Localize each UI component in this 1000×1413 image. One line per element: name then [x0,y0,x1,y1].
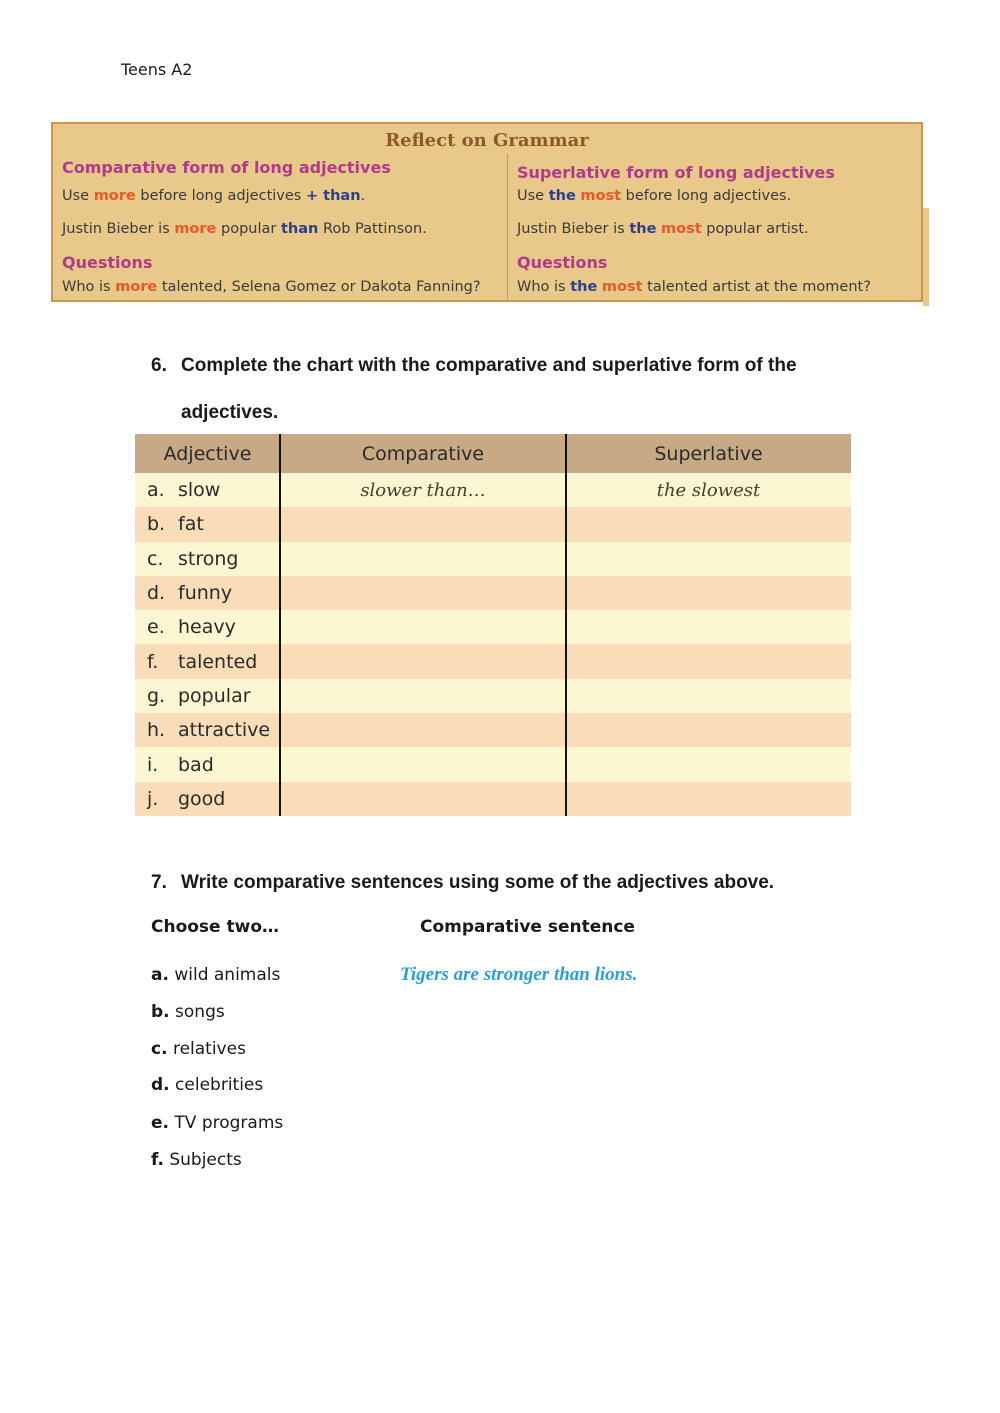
chart-row: f. talented [135,644,851,678]
superlative-cell[interactable] [566,610,851,644]
chart-row: e. heavy [135,610,851,644]
superlative-questions-heading: Questions [517,253,608,272]
comparative-example: Justin Bieber is more popular than Rob Pattinson. [62,221,427,237]
comparative-question: Who is more talented, Selena Gomez or Dakota Fanning? [62,279,481,295]
comparative-cell[interactable] [280,507,566,541]
superlative-cell[interactable] [566,782,851,816]
grammar-divider [507,154,508,300]
adjective-cell: strong [178,547,239,570]
list-item: a. wild animals [151,965,281,985]
superlative-rule: Use the most before long adjectives. [517,188,792,204]
chart-row: b. fat [135,507,851,541]
adjective-cell: talented [178,650,258,673]
header-adjective: Adjective [163,442,252,465]
comparative-rule: Use more before long adjectives + than. [62,188,366,204]
superlative-cell[interactable] [566,713,851,747]
comparative-cell[interactable] [280,679,566,713]
list-item: b. songs [151,1002,225,1022]
exercise-6-instruction: Complete the chart with the comparative and superlative form of the [181,355,797,376]
chart-row: a. slow slower than… the slowest [135,473,851,507]
comparative-cell[interactable] [280,644,566,678]
header-superlative: Superlative [654,442,763,465]
example-sentence: Tigers are stronger than lions. [400,964,638,985]
header-comparative: Comparative [361,442,485,465]
column-divider [279,434,281,816]
grammar-box [51,122,923,302]
exercise-6-number: 6. [151,355,167,376]
superlative-cell[interactable] [566,679,851,713]
superlative-cell[interactable] [566,542,851,576]
exercise-6-instruction-cont: adjectives. [181,402,279,423]
comparative-cell[interactable] [280,542,566,576]
superlative-cell[interactable] [566,507,851,541]
adjective-cell: bad [178,753,214,776]
comparative-sentence-heading: Comparative sentence [420,917,635,937]
adjective-cell: good [178,787,226,810]
list-item: e. TV programs [151,1113,284,1133]
comparative-cell[interactable] [280,782,566,816]
comparative-heading: Comparative form of long adjectives [62,158,391,177]
adjective-cell: fat [178,513,204,536]
adjective-cell: attractive [178,719,271,742]
adjective-cell: popular [178,684,251,707]
adjective-cell: funny [178,582,233,605]
chart-row: c. strong [135,542,851,576]
chart-row: d. funny [135,576,851,610]
header-label: Teens A2 [121,60,193,79]
chart-row: h. attractive [135,713,851,747]
chart-header-row [135,434,851,473]
column-divider [565,434,567,816]
comparative-cell[interactable] [280,610,566,644]
superlative-cell[interactable] [566,747,851,781]
adjective-chart [135,434,851,816]
chart-row: g. popular [135,679,851,713]
superlative-cell[interactable] [566,644,851,678]
superlative-question: Who is the most talented artist at the moment? [517,279,871,295]
comparative-cell[interactable]: slower than… [360,479,486,501]
superlative-heading: Superlative form of long adjectives [517,163,835,182]
grammar-box-edge-tab [923,208,929,306]
choose-two-heading: Choose two… [151,917,280,937]
comparative-cell[interactable] [280,747,566,781]
list-item: f. Subjects [151,1150,242,1170]
grammar-title: Reflect on Grammar [385,130,589,151]
chart-row: i. bad [135,747,851,781]
adjective-cell: heavy [178,616,236,639]
comparative-cell[interactable] [280,576,566,610]
exercise-7-instruction: Write comparative sentences using some of the adjectives above. [181,872,775,893]
superlative-cell[interactable]: the slowest [656,479,761,501]
superlative-example: Justin Bieber is the most popular artist. [517,221,809,237]
list-item: c. relatives [151,1039,246,1059]
exercise-7-number: 7. [151,872,167,893]
superlative-cell[interactable] [566,576,851,610]
chart-row: j. good [135,782,851,816]
list-item: d. celebrities [151,1075,264,1095]
comparative-cell[interactable] [280,713,566,747]
comparative-questions-heading: Questions [62,253,153,272]
adjective-cell: slow [178,479,221,502]
